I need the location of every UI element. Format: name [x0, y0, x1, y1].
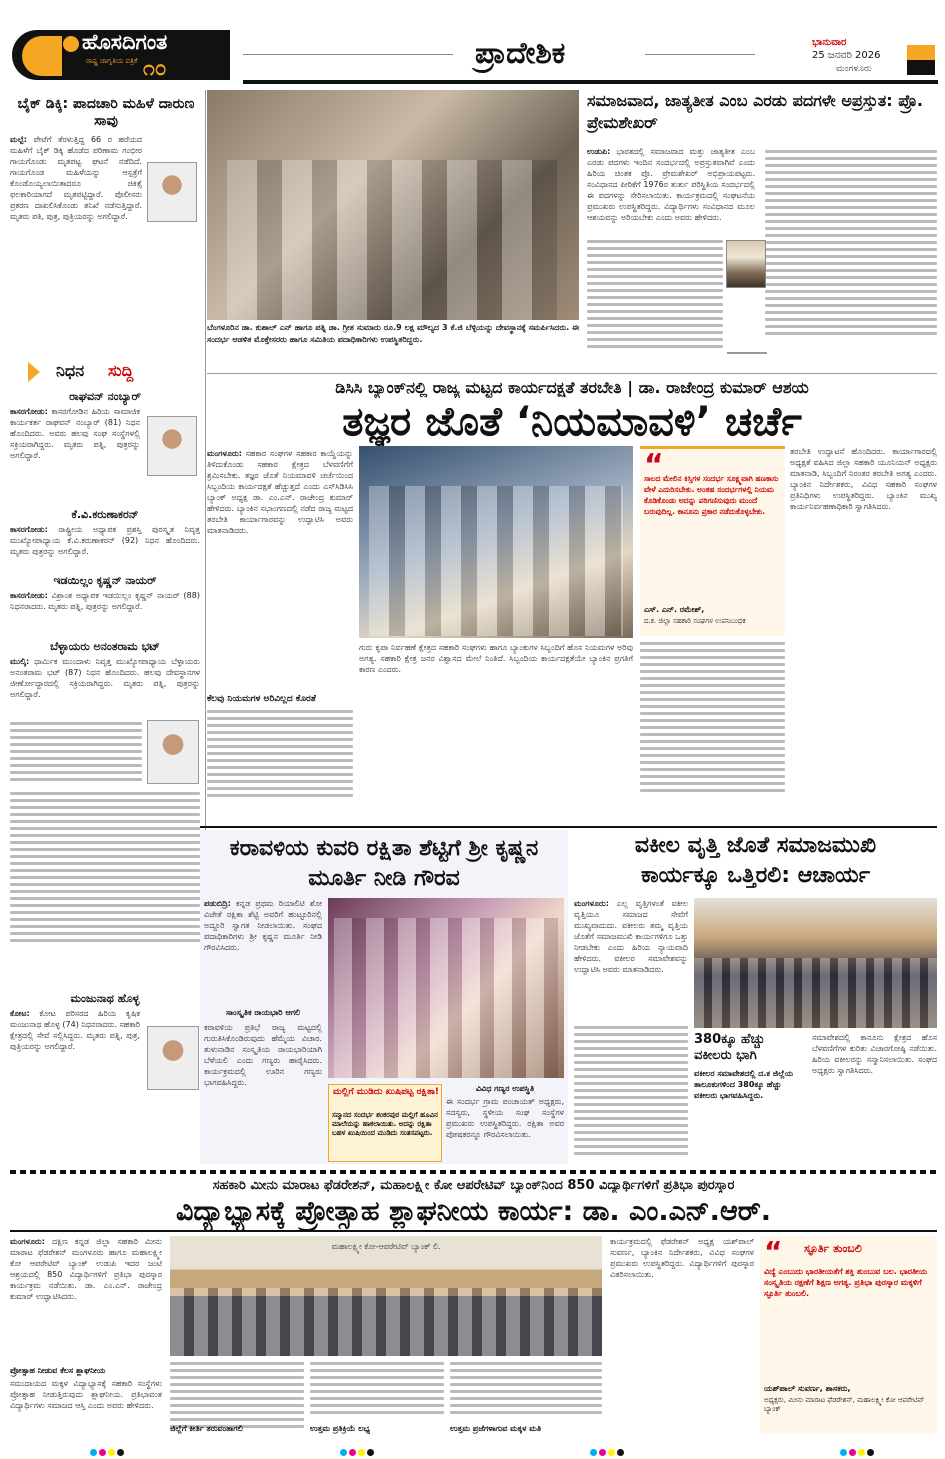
registration-mark [340, 1441, 376, 1459]
lawyer-headline-b: ಕಾರ್ಯಕ್ಕೂ ಒತ್ತಿರಲಿ: ಆಚಾರ್ಯ [640, 863, 870, 888]
bike-story-body [10, 134, 142, 349]
top-photo [207, 90, 579, 320]
rakshita-dateline: ಪಡುಬಿದ್ರಿ: [204, 899, 231, 908]
obituary-photo [147, 416, 197, 476]
main-quote-text: ಸಾಲದ ಮೇಲಿನ ಕಿಸ್ತಿಗಳ ಸಂದರ್ಭ ಸೂಕ್ಷ್ಮವಾಗಿ ಹಣಕಾಸು ವೇಳೆ ಎದುರಿಸಬೇಕು. ಅಂತಹ ಸಂದರ್ಭಗಳಲ್ಲಿ ನಿಯಮ ಕೊಡಿಕೊಂಡು ಅದನ್ನು ಪರಿಗಣಿಸುವುದು ಮುಂದೆ ಬರುವುದಿಲ್ಲ. ಕಾನೂನು ಪ್ರಕಾರ ನಡೆದುಕೊಳ್ಳಬೇಕು. [644, 474, 779, 516]
obituary-place: ಕೋಟ: [10, 1009, 30, 1018]
obituary-item [10, 992, 200, 1152]
paper-tagline: ರಾಷ್ಟ್ರ ಜಾಗೃತಿಯ ಪತ್ರಿಕೆ [86, 57, 138, 65]
main-photo [359, 446, 633, 638]
rakshita-subhead: ಸಾಂಸ್ಕೃತಿಕ ರಾಯಭಾರಿ ಆಗಲಿ [225, 1008, 301, 1017]
rakshita-story [200, 830, 568, 1164]
main-subhead: ಕೆಲವು ನಿಯಮಗಳ ಅರಿವಿಲ್ಲದ ಕೊರತೆ [207, 694, 316, 704]
obituary-body-continued [10, 722, 142, 792]
main-dateline: ಮಂಗಳೂರು: [207, 449, 242, 458]
lotus-icon [63, 36, 79, 52]
issue-day: ಭಾನುವಾರ [812, 37, 847, 48]
side-quote-author: ಯಶ್‌ಪಾಲ್ ಸುವರ್ಣ, ಶಾಸಕರು, [764, 1384, 851, 1393]
obituary-text: ಕೋಟ ಪರಿಸರದ ಹಿರಿಯ ಕೃಷಿಕ ಮಂಜುನಾಥ ಹೊಳ್ಳ (74) ನಿಧನರಾದರು. ಸಹಕಾರಿ ಕ್ಷೇತ್ರದಲ್ಲಿ ಸೇವೆ ಸಲ್ಲಿಸಿದ್ದರು. ಮೃತರು ಪತ್ನಿ, ಪುತ್ರ, ಪುತ್ರಿಯರನ್ನು ಅಗಲಿದ್ದಾರೆ. [10, 1009, 140, 1051]
obituary-name: ಇಡಯಿಲ್ಲಂ ಕೃಷ್ಣನ್ ನಾಯರ್ [53, 574, 157, 587]
main-headline: ತಜ್ಞರ ಜೊತೆ ‘ನಿಯಮಾವಳಿ’ ಚರ್ಚೆ [342, 399, 802, 445]
lawyer-body-2: ಸಮಾವೇಶದಲ್ಲಿ ಕಾನೂನು ಕ್ಷೇತ್ರದ ಹೊಸ ಬೆಳವಣಿಗೆಗಳ ಕುರಿತು ವಿಚಾರಗೋಷ್ಠಿ ನಡೆಯಿತು. ಹಿರಿಯ ವಕೀಲರನ್ನು ಸನ್ಮಾನಿಸಲಾಯಿತು. ಸಂಘದ ಅಧ್ಯಕ್ಷರು ಸ್ವಾಗತಿಸಿದರು. [812, 1033, 937, 1075]
side-quote-text: ವಿದ್ಯೆ ಎಂಬುದು ಭಾರತೀಯತೆಗೆ ಶಕ್ತಿ ತುಂಬುವ ಬಲ. ಭಾರತೀಯ ಸಂಸ್ಕೃತಿಯ ರಕ್ಷಣೆಗೆ ಶಿಕ್ಷಣ ಅಗತ್ಯ. ಪ್ರತಿಭಾ ಪುರಸ್ಕಾರ ಮಕ್ಕಳಿಗೆ ಸ್ಫೂರ್ತಿ ತುಂಬಲಿ. [764, 1267, 928, 1298]
bottom-text: ದಕ್ಷಿಣ ಕನ್ನಡ ಜಿಲ್ಲಾ ಸಹಕಾರಿ ಮೀನು ಮಾರಾಟ ಫೆಡರೇಶನ್ ಮಂಗಳೂರು ಹಾಗೂ ಮಹಾಲಕ್ಷ್ಮೀ ಕೋ ಆಪರೇಟಿವ್ ಬ್ಯಾಂಕ್ ಉಡುಪಿ ಇದರ ಜಂಟಿ ಆಶ್ರಯದಲ್ಲಿ 850 ವಿದ್ಯಾರ್ಥಿಗಳಿಗೆ ಪ್ರತಿಭಾ ಪುರಸ್ಕಾರ ಕಾರ್ಯಕ್ರಮ ನಡೆಯಿತು. ಡಾ. ಎಂ.ಎನ್. ರಾಜೇಂದ್ರ ಕುಮಾರ್ ಉದ್ಘಾಟಿಸಿದರು. [10, 1237, 162, 1301]
rakshita-box [328, 1084, 442, 1162]
top-right-dateline: ಉಡುಪಿ: [587, 147, 611, 156]
obituary-name: ರಾಘವನ್ ನಂಬ್ಯಾರ್ [69, 390, 141, 403]
main-quote-role: ದ.ಕ. ಜಿಲ್ಲಾ ಸಹಕಾರಿ ಸಂಘಗಳ ಉಪನಿಬಂಧಕ [644, 617, 746, 625]
lawyer-dateline: ಮಂಗಳೂರು: [574, 899, 609, 908]
bike-story-title: ಬೈಕ್ ಡಿಕ್ಕಿ: ಪಾದಚಾರಿ ಮಹಿಳೆ ದಾರುಣ ಸಾವು [17, 96, 195, 129]
main-body-3 [640, 642, 785, 822]
rakshita-body-2: ಕರಾವಳಿಯ ಪ್ರತಿಭೆ ರಾಜ್ಯ ಮಟ್ಟದಲ್ಲಿ ಗುರುತಿಸಿಕೊಂಡಿರುವುದು ಹೆಮ್ಮೆಯ ವಿಚಾರ. ತುಳುನಾಡಿನ ಸಂಸ್ಕೃತಿಯ ರಾಯಭಾರಿಯಾಗಿ ಬೆಳೆಯಲಿ ಎಂದು ಗಣ್ಯರು ಹಾರೈಸಿದರು. ಕಾರ್ಯಕ್ರಮದಲ್ಲಿ ಊರಿನ ಗಣ್ಯರು ಭಾಗವಹಿಸಿದ್ದರು. [204, 1023, 322, 1087]
obituary-place: ಕಾಸರಗೋಡು: [10, 591, 48, 600]
obituary-text: ಧಾರ್ಮಿಕ ಮುಂದಾಳು ನಿವೃತ್ತ ಮುಖ್ಯೋಪಾಧ್ಯಾಯ ಬೆಳ್ಳಾಯರು ಅನಂತರಾಮ ಭಟ್ (87) ನಿಧನ ಹೊಂದಿದರು. ಹಲವು ದೇವಸ್ಥಾನಗಳ ಜೀರ್ಣೋದ್ಧಾರದಲ್ಲಿ ಸಕ್ರಿಯರಾಗಿದ್ದರು. ಮೃತರು ಪತ್ನಿ, ಪುತ್ರರನ್ನು ಅಗಲಿದ್ದಾರೆ. [10, 657, 200, 699]
obituary-text: ಕಾಸರಗೋಡಿನ ಹಿರಿಯ ಸಾಮಾಜಿಕ ಕಾರ್ಯಕರ್ತ ರಾಘವನ್ ನಂಬ್ಯಾರ್ (81) ನಿಧನ ಹೊಂದಿದರು. ಅವರು ಹಲವು ಸಂಘ ಸಂಸ್ಥೆಗಳಲ್ಲಿ ಸಕ್ರಿಯರಾಗಿದ್ದರು. ಮೃತರು ಪತ್ನಿ, ಪುತ್ರರನ್ನು ಅಗಲಿದ್ದಾರೆ. [10, 407, 140, 460]
bike-story-text: ಪೇಟೆಗೆ ತೆರಳುತ್ತಿದ್ದ 66 ರ ಹರೆಯದ ಮಹಿಳೆಗೆ ಬೈಕ್ ಡಿಕ್ಕಿ ಹೊಡೆದ ಪರಿಣಾಮ ಗಂಭೀರ ಗಾಯಗೊಂಡು ಮೃತಪಟ್ಟ ಘಟನೆ ನಡೆದಿದೆ. ಗಾಯಗೊಂಡ ಮಹಿಳೆಯನ್ನು ಆಸ್ಪತ್ರೆಗೆ ಕೊಂಡೊಯ್ಯಲಾಯಿತಾದರೂ ಚಿಕಿತ್ಸೆ ಫಲಕಾರಿಯಾಗದೆ ಮೃತಪಟ್ಟಿದ್ದಾರೆ. ಪೊಲೀಸರು ಪ್ರಕರಣ ದಾಖಲಿಸಿಕೊಂಡು ತನಿಖೆ ನಡೆಸುತ್ತಿದ್ದಾರೆ. ಮೃತರು ಪತಿ, ಪುತ್ರ, ಪುತ್ರಿಯರನ್ನು ಅಗಲಿದ್ದಾರೆ. [10, 135, 142, 221]
quote-icon: “ [764, 1235, 783, 1268]
rakshita-box-title: ಮಲ್ಲಿಗೆ ಮುಡಿದು ಖುಷಿಪಟ್ಟ ರಕ್ಷಿತಾ! [332, 1087, 439, 1097]
top-photo-figures [227, 160, 557, 320]
rakshita-photo [328, 898, 564, 1078]
obituary-body [10, 406, 140, 506]
speaker-photo [727, 352, 767, 354]
obituary-body-continued [10, 792, 200, 966]
lawyer-photo-audience [694, 958, 937, 1028]
main-quote-box [640, 446, 785, 636]
obituary-photo [147, 720, 199, 784]
bottom-photo [170, 1236, 602, 1356]
top-right-body [587, 146, 755, 238]
bottom-dateline: ಮಂಗಳೂರು: [10, 1237, 45, 1246]
rakshita-text: ಕನ್ನಡ ಪ್ರಥಮ ರಿಯಾಲಿಟಿ ಶೋ ವಿಜೇತೆ ರಕ್ಷಿತಾ ಶೆಟ್ಟಿ ಅವರಿಗೆ ಹುಟ್ಟೂರಿನಲ್ಲಿ ಅದ್ದೂರಿ ಸ್ವಾಗತ ನೀಡಲಾಯಿತು. ಸಂಘದ ಪದಾಧಿಕಾರಿಗಳು ಶ್ರೀ ಕೃಷ್ಣನ ಮೂರ್ತಿ ನೀಡಿ ಗೌರವಿಸಿದರು. [204, 899, 322, 952]
lawyer-headline-a: ವಕೀಲ ವೃತ್ತಿ ಜೊತೆ ಸಮಾಜಮುಖಿ [634, 833, 877, 858]
lawyer-box [694, 1032, 806, 1162]
speaker-photo [726, 240, 766, 288]
paper-name: ಹೊಸದಿಗಂತ [82, 30, 168, 54]
page-number: ೧೦ [143, 56, 167, 80]
main-kicker: ಡಿಸಿಸಿ ಬ್ಯಾಂಕ್‌ನಲ್ಲಿ ರಾಜ್ಯ ಮಟ್ಟದ ಕಾರ್ಯದಕ್ಷತೆ ತರಬೇತಿ | ಡಾ. ರಾಜೇಂದ್ರ ಕುಮಾರ್ ಆಶಯ [335, 378, 809, 397]
masthead-logo-accent [22, 36, 62, 76]
color-strip [907, 45, 935, 75]
lawyer-body-continued [574, 1026, 688, 1162]
obituary-body [10, 590, 200, 646]
rakshita-subhead-2: ವಿವಿಧ ಗಣ್ಯರ ಉಪಸ್ಥಿತಿ [475, 1084, 535, 1093]
bottom-body-4 [310, 1362, 444, 1422]
bottom-headline-rule [10, 1230, 937, 1232]
lawyer-body [574, 898, 688, 1022]
bottom-subhead: ಪ್ರೋತ್ಸಾಹ ನೀಡುವ ಕೆಲಸ ಶ್ಲಾಘನೀಯ [10, 1366, 106, 1375]
obituary-name: ಕೆ.ವಿ.ಕರುಣಾಕರನ್ [71, 508, 139, 521]
issue-city: ಮಂಗಳೂರು [836, 64, 872, 74]
top-right-body-right [765, 150, 937, 370]
bottom-subhead-2: ಜಿಲ್ಲೆಗೆ ಕೀರ್ತಿ ತರುವಂತಾಗಲಿ [170, 1424, 243, 1433]
obituary-item [10, 640, 200, 970]
lawyer-text: ಎಲ್ಲ ವೃತ್ತಿಗಳಂತೆ ವಕೀಲ ವೃತ್ತಿಯೂ ಸಮಾಜದ ಸೇವೆಗೆ ಮುಖ್ಯವಾದುದು. ವಕೀಲರು ತಮ್ಮ ವೃತ್ತಿಯ ಜೊತೆಗೆ ಸಮಾಜಮುಖಿ ಕಾರ್ಯಗಳಿಗೂ ಒತ್ತು ನೀಡಬೇಕು ಎಂದು ಹಿರಿಯ ನ್ಯಾಯವಾದಿ ಹೇಳಿದರು. ವಕೀಲರ ಸಮಾವೇಶವನ್ನು ಉದ್ಘಾಟಿಸಿ ಅವರು ಮಾತನಾಡಿದರು. [574, 899, 688, 974]
obituary-text: ವಿಶ್ರಾಂತ ಅಧ್ಯಾಪಕ ಇಡಯಿಲ್ಲಂ ಕೃಷ್ಣನ್ ನಾಯರ್ (88) ನಿಧನರಾದರು. ಮೃತರು ಪತ್ನಿ, ಪುತ್ರರನ್ನು ಅಗಲಿದ್ದಾರೆ. [10, 591, 200, 611]
obituary-name: ಮಂಜುನಾಥ ಹೊಳ್ಳ [70, 992, 140, 1005]
obituary-place: ಕಾಸರಗೋಡು: [10, 407, 48, 416]
rakshita-body [204, 898, 322, 1006]
obituary-place: ಕಾಸರಗೋಡು: [10, 525, 48, 534]
top-photo-caption: ಬೆಂಗಳೂರಿನ ಡಾ. ಕುಶಾಲ್ ಎನ್ ಹಾಗೂ ಪತ್ನಿ ಡಾ. ಗ್ರೀತ ಸುಮಾರು ರೂ.9 ಲಕ್ಷ ಮೌಲ್ಯದ 3 ಕೆ.ಜಿ ಬೆಳ್ಳಿಯನ್ನು ದೇವಸ್ಥಾನಕ್ಕೆ ಸಮರ್ಪಿಸಿದರು. ಈ ಸಂದರ್ಭ ಆಡಳಿತ ಮೊಕ್ತೇಸರರು ಹಾಗೂ ಸಮಿತಿಯ ಪದಾಧಿಕಾರಿಗಳು ಉಪಸ್ಥಿತರಿದ್ದರು. [207, 323, 579, 344]
side-quote-role: ಅಧ್ಯಕ್ಷರು, ಮೀನು ಮಾರಾಟ ಫೆಡರೇಶನ್, ಮಹಾಲಕ್ಷ್ಮೀ ಕೋ ಆಪರೇಟಿವ್ ಬ್ಯಾಂಕ್ [764, 1396, 925, 1413]
bottom-photo-figures [170, 1288, 602, 1356]
obituary-name: ಬೆಳ್ಳಾಯರು ಅನಂತರಾಮ ಭಟ್ [50, 640, 160, 653]
obituary-item [10, 390, 200, 508]
bottom-body-6: ಕಾರ್ಯಕ್ರಮದಲ್ಲಿ ಫೆಡರೇಶನ್ ಅಧ್ಯಕ್ಷ ಯಶ್‌ಪಾಲ್ ಸುವರ್ಣ, ಬ್ಯಾಂಕಿನ ನಿರ್ದೇಶಕರು, ವಿವಿಧ ಸಂಘಗಳ ಪ್ರಮುಖರು ಉಪಸ್ಥಿತರಿದ್ದರು. ವಿದ್ಯಾರ್ಥಿಗಳಿಗೆ ಪುರಸ್ಕಾರ ವಿತರಿಸಲಾಯಿತು. [610, 1237, 754, 1279]
bottom-side-quote [760, 1236, 937, 1434]
bottom-body-2: ಸಮುದಾಯದ ಮಕ್ಕಳ ವಿದ್ಯಾಭ್ಯಾಸಕ್ಕೆ ಸಹಕಾರಿ ಸಂಸ್ಥೆಗಳು ಪ್ರೋತ್ಸಾಹ ನೀಡುತ್ತಿರುವುದು ಶ್ಲಾಘನೀಯ. ಪ್ರತಿಭಾವಂತ ವಿದ್ಯಾರ್ಥಿಗಳು ಸಮಾಜದ ಆಸ್ತಿ ಎಂದು ಅವರು ಹೇಳಿದರು. [10, 1379, 162, 1410]
bike-story-dateline: ಮಲ್ಪೆ: [10, 135, 27, 144]
quote-icon: “ [644, 448, 664, 483]
bottom-kicker: ಸಹಕಾರಿ ಮೀನು ಮಾರಾಟ ಫೆಡರೇಶನ್, ಮಹಾಲಕ್ಷ್ಮೀ ಕೋ ಆಪರೇಟಿವ್ ಬ್ಯಾಂಕ್‌ನಿಂದ 850 ವಿದ್ಯಾರ್ಥಿಗಳಿಗೆ ಪ್ರತಿಭಾ ಪುರಸ್ಕಾರ [212, 1178, 735, 1193]
obituary-body [10, 1008, 140, 1148]
top-right-story [587, 90, 937, 372]
main-body [207, 448, 353, 688]
obituary-header-a: ನಿಧನ [56, 361, 85, 380]
masthead-rule-thin [243, 54, 453, 55]
chevron-right-icon [28, 362, 40, 382]
bottom-photo-banner: ಮಹಾಲಕ್ಷ್ಮೀ ಕೋ-ಆಪರೇಟಿವ್ ಬ್ಯಾಂಕ್ ಲಿ. [331, 1242, 441, 1251]
rakshita-divider [200, 826, 937, 828]
side-quote-title: ಸ್ಫೂರ್ತಿ ತುಂಬಲಿ [804, 1242, 862, 1255]
rakshita-box-body: ಸನ್ಮಾನದ ಸಂದರ್ಭ ಶಂಕರಪುರ ಮಲ್ಲಿಗೆ ಹೂವಿನ ಮಾಲೆಯನ್ನು ಹಾಕಲಾಯಿತು. ಅದನ್ನು ರಕ್ಷಿತಾ ಬಹಳ ಖುಷಿಯಿಂದ ಮುಡಿದು ಸಂತಸಪಟ್ಟರು. [332, 1111, 438, 1137]
main-kicker-rule [207, 373, 937, 374]
main-text: ಸಹಕಾರ ಸಂಘಗಳ ಸಹಕಾರ ಕಾಯ್ದೆಯನ್ನು ತಿಳಿದುಕೊಂಡು ಸಹಕಾರ ಕ್ಷೇತ್ರದ ಬೆಳವಣಿಗೆಗೆ ಶ್ರಮಿಸಬೇಕು. ತಜ್ಞರ ಜೊತೆ ನಿಯಮಾವಳಿ ಚರ್ಚೆಯಿಂದ ಸಿಬ್ಬಂದಿಯ ಕಾರ್ಯದಕ್ಷತೆ ಹೆಚ್ಚುತ್ತದೆ ಎಂದು ಎಸ್‌ಸಿಡಿಸಿಸಿ ಬ್ಯಾಂಕ್ ಅಧ್ಯಕ್ಷ ಡಾ. ಎಂ.ಎನ್. ರಾಜೇಂದ್ರ ಕುಮಾರ್ ಹೇಳಿದರು. ಬ್ಯಾಂಕಿನ ಸಭಾಂಗಣದಲ್ಲಿ ನಡೆದ ರಾಜ್ಯ ಮಟ್ಟದ ತರಬೇತಿ ಕಾರ್ಯಾಗಾರವನ್ನು ಉದ್ಘಾಟಿಸಿ ಅವರು ಮಾತನಾಡಿದರು. [207, 449, 353, 535]
bottom-dashed-rule [10, 1170, 937, 1174]
registration-marks [90, 1441, 890, 1451]
masthead-rule-thin-right [645, 54, 755, 55]
main-body-2: ಗುರು ಕೃಪಾ ನಿರ್ವಹಣೆ ಕ್ಷೇತ್ರದ ಸಹಕಾರಿ ಸಂಘಗಳು ಹಾಗೂ ಬ್ಯಾಂಕುಗಳ ಸಿಬ್ಬಂದಿಗೆ ಹೊಸ ನಿಯಮಗಳ ಅರಿವು ಅಗತ್ಯ. ಸಹಕಾರಿ ಕ್ಷೇತ್ರ ಜನರ ವಿಶ್ವಾಸದ ಮೇಲೆ ನಿಂತಿದೆ. ಸಿಬ್ಬಂದಿಯ ಕಾರ್ಯದಕ್ಷತೆಯೇ ಬ್ಯಾಂಕಿನ ಪ್ರಗತಿಗೆ ಕಾರಣ ಎಂದರು. [359, 643, 633, 674]
obituary-header [28, 358, 188, 386]
bottom-body-5 [450, 1362, 602, 1422]
obituary-place: ಮುಲ್ಕಿ: [10, 657, 30, 666]
victim-photo [147, 162, 197, 222]
rakshita-headline: ಕರಾವಳಿಯ ಕುವರಿ ರಕ್ಷಿತಾ ಶೆಟ್ಟಿಗೆ ಶ್ರೀ ಕೃಷ್ಣನ ಮೂರ್ತಿ ನೀಡಿ ಗೌರವ [229, 836, 539, 891]
registration-mark [590, 1441, 626, 1459]
obituary-body [10, 656, 200, 720]
main-body-continued [207, 710, 353, 820]
obituary-text: ರಾಷ್ಟ್ರೀಯ ಅಧ್ಯಾಪಕ ಪ್ರಶಸ್ತಿ ಪುರಸ್ಕೃತ ನಿವೃತ್ತ ಮುಖ್ಯೋಪಾಧ್ಯಾಯ ಕೆ.ವಿ.ಕರುಣಾಕರನ್ (92) ನಿಧನ ಹೊಂದಿದರು. ಮೃತರು ಪುತ್ರರನ್ನು ಅಗಲಿದ್ದಾರೆ. [10, 525, 200, 556]
lawyer-box-title: 380ಕ್ಕೂ ಹೆಚ್ಚು ವಕೀಲರು ಭಾಗಿ [694, 1032, 765, 1063]
lawyer-photo [694, 898, 937, 1028]
rakshita-photo-figures [334, 918, 558, 1078]
masthead-rule [243, 80, 938, 84]
registration-mark [840, 1441, 876, 1459]
top-right-title: ಸಮಾಜವಾದ, ಜಾತ್ಯತೀತ ಎಂಬ ಎರಡು ಪದಗಳೇ ಅಪ್ರಸ್ತುತ: ಪ್ರೊ. ಪ್ರೇಮಶೇಖರ್ [587, 91, 923, 132]
registration-mark [90, 1441, 126, 1459]
bottom-subhead-3: ಉತ್ತಮ ಪ್ರತಿಕ್ರಿಯೆ ಲಭ್ಯ [310, 1424, 370, 1433]
main-quote-author: ಎಸ್. ಎನ್. ರಮೇಶ್, [644, 605, 705, 614]
obituary-body [10, 524, 200, 580]
left-column [10, 90, 200, 1435]
main-body-right: ತರಬೇತಿ ಉದ್ಘಾಟನೆ ಹೊಂದಿದರು. ಕಾರ್ಯಾಗಾರದಲ್ಲಿ ಅಧ್ಯಕ್ಷತೆ ವಹಿಸಿದ ಜಿಲ್ಲಾ ಸಹಕಾರಿ ಯೂನಿಯನ್ ಅಧ್ಯಕ್ಷರು ಮಾತನಾಡಿ, ಸಿಬ್ಬಂದಿಗೆ ನಿರಂತರ ತರಬೇತಿ ಅಗತ್ಯ ಎಂದರು. ಬ್ಯಾಂಕಿನ ನಿರ್ದೇಶಕರು, ವಿವಿಧ ಸಹಕಾರಿ ಸಂಘಗಳ ಪ್ರತಿನಿಧಿಗಳು ಉಪಸ್ಥಿತರಿದ್ದರು. ಬ್ಯಾಂಕಿನ ಮುಖ್ಯ ಕಾರ್ಯನಿರ್ವಹಣಾಧಿಕಾರಿ ಸ್ವಾಗತಿಸಿದರು. [790, 447, 937, 511]
bottom-subhead-4: ಉತ್ತಮ ಪ್ರಜೆಗಳಾಗುವ ಮಕ್ಕಳ ಮತಿ [450, 1424, 542, 1433]
rakshita-body-3: ಈ ಸಂದರ್ಭ ಗ್ರಾಮ ಪಂಚಾಯತ್ ಅಧ್ಯಕ್ಷರು, ಸದಸ್ಯರು, ಸ್ಥಳೀಯ ಸಂಘ ಸಂಸ್ಥೆಗಳ ಪ್ರಮುಖರು ಉಪಸ್ಥಿತರಿದ್ದರು. ರಕ್ಷಿತಾ ಅವರ ಪೋಷಕರನ್ನೂ ಗೌರವಿಸಲಾಯಿತು. [446, 1097, 564, 1139]
section-title: ಪ್ರಾದೇಶಿಕ [475, 36, 566, 71]
obituary-photo [147, 1026, 199, 1090]
lawyer-box-body: ವಕೀಲರ ಸಮಾವೇಶದಲ್ಲಿ ದ.ಕ ಜಿಲ್ಲೆಯ ತಾಲೂಕುಗಳಿಂದ 380ಕ್ಕೂ ಹೆಚ್ಚು ವಕೀಲರು ಭಾಗವಹಿಸಿದ್ದರು. [694, 1069, 794, 1100]
top-right-body-continued [587, 240, 723, 370]
main-photo-figures [369, 486, 623, 636]
bottom-body [10, 1236, 162, 1366]
obituary-header-b: ಸುದ್ದಿ [108, 361, 134, 380]
lawyer-story [574, 830, 937, 1164]
top-right-text: ಭಾರತದಲ್ಲಿ ಸಮಾಜವಾದ ಮತ್ತು ಜಾತ್ಯತೀತ ಎಂಬ ಎರಡು ಪದಗಳು ಇಂದಿನ ಸಂದರ್ಭದಲ್ಲಿ ಅಪ್ರಸ್ತುತವಾಗಿವೆ ಎಂದು ಹಿರಿಯ ಚಿಂತಕ ಪ್ರೊ. ಪ್ರೇಮಶೇಖರ್ ಅಭಿಪ್ರಾಯಪಟ್ಟರು. ಸಂವಿಧಾನದ ಪೀಠಿಕೆಗೆ 1976ರ ತುರ್ತು ಪರಿಸ್ಥಿತಿಯ ಸಂದರ್ಭದಲ್ಲಿ ಈ ಪದಗಳನ್ನು ಸೇರಿಸಲಾಯಿತು. ಕಾರ್ಯಕ್ರಮದಲ್ಲಿ ಸಂಘಟನೆಯ ಪ್ರಮುಖರು ಉಪಸ್ಥಿತರಿದ್ದರು. ವಿದ್ಯಾರ್ಥಿಗಳು ಸಂವಿಧಾನದ ಮೂಲ ಆಶಯವನ್ನು ಅರಿಯಬೇಕು ಎಂದು ಅವರು ಹೇಳಿದರು. [587, 147, 755, 222]
obituary-item [10, 508, 200, 584]
masthead [0, 0, 945, 86]
bottom-headline: ವಿದ್ಯಾಭ್ಯಾಸಕ್ಕೆ ಪ್ರೋತ್ಸಾಹ ಶ್ಲಾಘನೀಯ ಕಾರ್ಯ: ಡಾ. ಎಂ.ಎನ್.ಆರ್. [175, 1196, 772, 1227]
issue-date: 25 ಜನವರಿ 2026 [812, 50, 881, 61]
